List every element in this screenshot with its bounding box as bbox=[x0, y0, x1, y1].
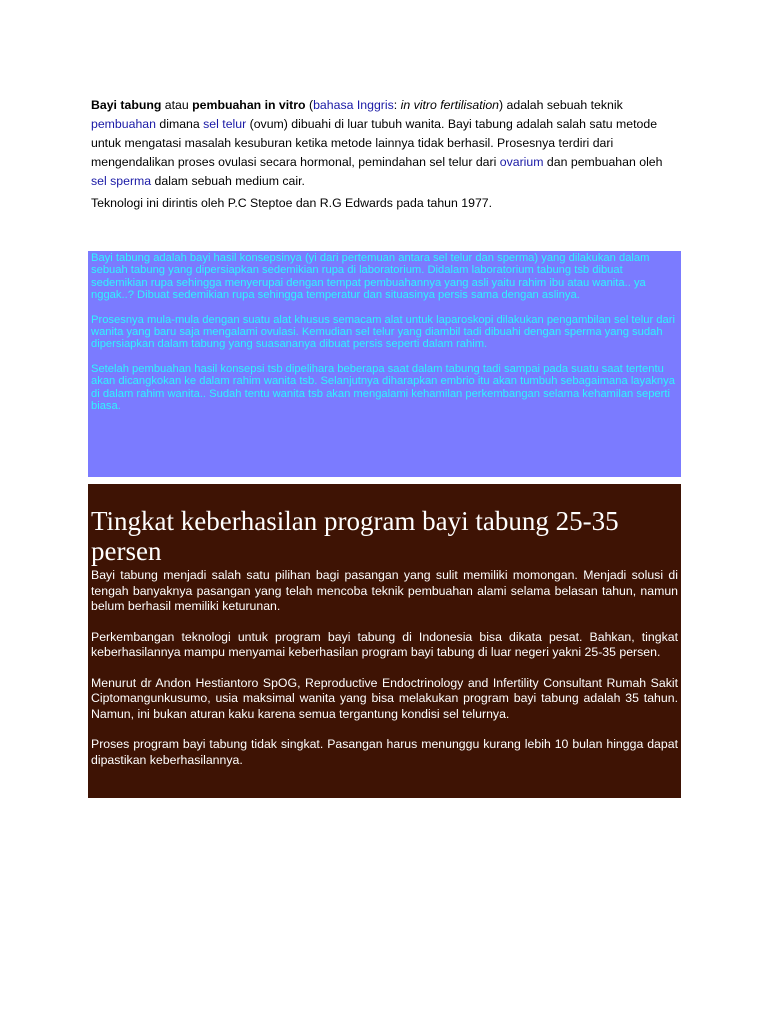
brown-article-box bbox=[88, 484, 681, 798]
intro-text: dalam sebuah medium cair. bbox=[151, 174, 305, 188]
link-bahasa-inggris[interactable]: bahasa Inggris bbox=[313, 98, 394, 112]
link-sel-telur[interactable]: sel telur bbox=[203, 117, 247, 131]
intro-text: atau bbox=[161, 98, 193, 112]
link-ovarium[interactable]: ovarium bbox=[499, 155, 544, 169]
term-in-vitro-fertilisation: in vitro fertilisation bbox=[400, 98, 500, 112]
article-paragraph-2: Perkembangan teknologi untuk program bayi tabung di Indonesia bisa dikata pesat. Bahkan, tingkat keberhasilannya mampu menyamai keberhasilan program bayi tabung di luar negeri yakni 25-35 persen. bbox=[91, 629, 678, 659]
article-paragraph-1: Bayi tabung menjadi salah satu pilihan bagi pasangan yang sulit memiliki momongan. Menjadi solusi di tengah banyaknya pasangan yang telah mencoba teknik pembuahan alami selama belasan tahun, namun belum berhasil memiliki keturunan. bbox=[91, 568, 678, 613]
intro-text: dan pembuahan oleh bbox=[543, 155, 663, 169]
article-paragraph-3: Menurut dr Andon Hestiantoro SpOG, Reproductive Endoctrinology and Infertility Consultant Rumah Sakit Ciptomangunkusumo, usia maksimal wanita yang bisa melakukan program bayi tabung adalah 35 tahun. Namun, ini bukan aturan kaku karena semua tergantung kondisi sel telurnya. bbox=[91, 675, 678, 721]
intro-text: ) adalah sebuah teknik bbox=[499, 98, 623, 112]
pioneers-paragraph: Teknologi ini dirintis oleh P.C Steptoe dan R.G Edwards pada tahun 1977. bbox=[91, 196, 493, 210]
term-pembuahan-in-vitro: pembuahan in vitro bbox=[192, 98, 306, 112]
intro-text: ( bbox=[305, 98, 314, 112]
intro-text: dimana bbox=[155, 117, 204, 131]
intro-text: (ovum) dibuahi di luar tubuh wanita. Bayi tabung adalah salah satu metode untuk mengatasi masalah kesuburan ketika metode lainnya tidak berhasil. Prosesnya terdiri dari mengendalikan proses ovulasi secara hormonal, pemindahan sel telur dari bbox=[91, 117, 658, 169]
intro-paragraph bbox=[91, 96, 681, 191]
blue-box-paragraph-2: Prosesnya mula-mula dengan suatu alat khusus semacam alat untuk laparoskopi dilakukan pengambilan sel telur dari wanita yang baru saja mengalami ovulasi. Kemudian sel telur yang diambil tadi dibuahi dengan sperma yang sudah dipersiapkan dalam tabung yang suasananya dibuat persis seperti dalam rahim. bbox=[91, 313, 675, 351]
link-sel-sperma[interactable]: sel sperma bbox=[91, 174, 152, 188]
blue-box-paragraph-3: Setelah pembuahan hasil konsepsi tsb dipelihara beberapa saat dalam tabung tadi sampai pada suatu saat tertentu akan dicangkokan ke dalam rahim wanita tsb. Selanjutnya diharapkan embrio itu akan tumbuh sebagaimana layaknya di dalam rahim wanita.. Sudah tentu wanita tsb akan mengalami kehamilan perkembangan selama kehamilan seperti biasa. bbox=[91, 362, 675, 413]
article-paragraph-4: Proses program bayi tabung tidak singkat. Pasangan harus menunggu kurang lebih 10 bulan hingga dapat dipastikan keberhasilannya. bbox=[91, 737, 678, 767]
article-heading: Tingkat keberhasilan program bayi tabung 25-35 persen bbox=[91, 506, 619, 566]
blue-info-box bbox=[88, 251, 681, 477]
link-pembuahan[interactable]: pembuahan bbox=[91, 117, 156, 131]
term-bayi-tabung: Bayi tabung bbox=[91, 98, 162, 112]
blue-box-paragraph-1: Bayi tabung adalah bayi hasil konsepsinya (yi dari pertemuan antara sel telur dan sperma) yang dilakukan dalam sebuah tabung yang dipersiapkan sedemikian rupa di laboratorium. Didalam laboratorium tabung tsb dibuat sedemikian rupa sehingga menyerupai dengan tempat pembuahannya yang asli yaitu rahim ibu atau wanita.. ya nggak..? Dibuat sedemikian rupa sehingga temperatur dan situasinya persis sama dengan aslinya. bbox=[91, 252, 650, 302]
intro-text: : bbox=[393, 98, 401, 112]
